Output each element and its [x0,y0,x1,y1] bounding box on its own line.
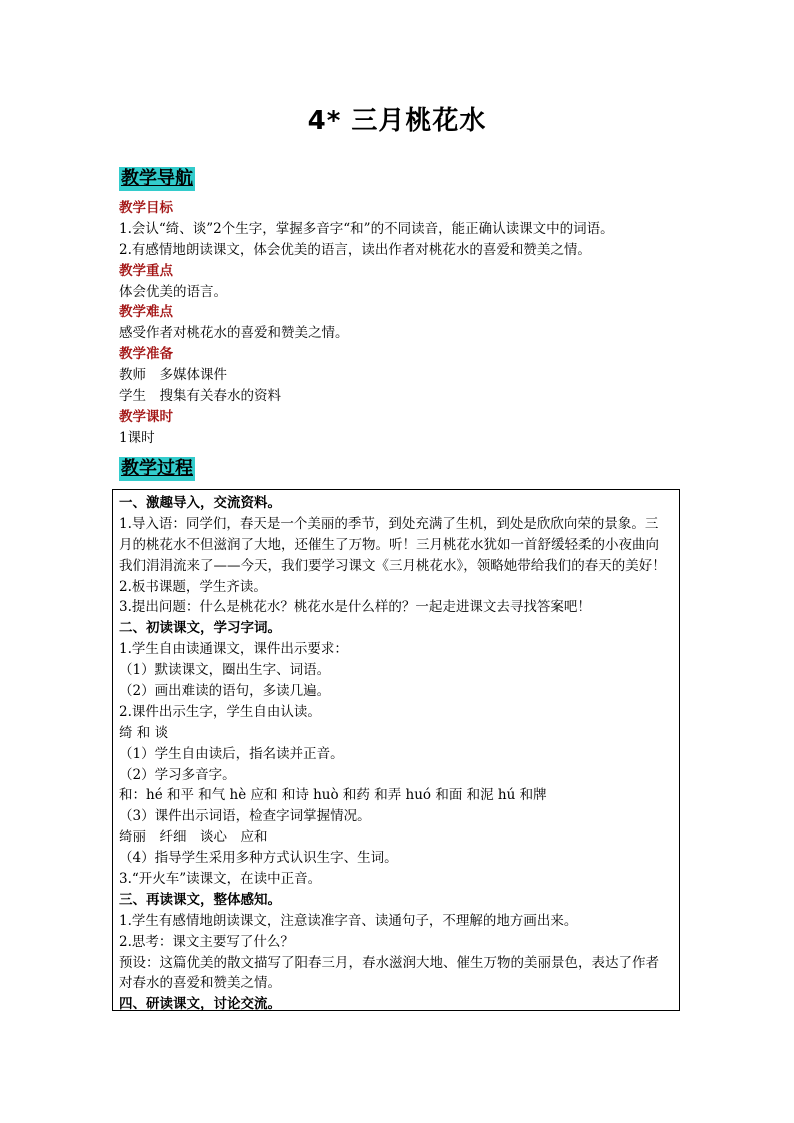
text-line: 1.学生有感情地朗读课文，注意读准字音、读通句子，不理解的地方画出来。 [119,912,578,929]
text-line: 感受作者对桃花水的喜爱和赞美之情。 [119,325,349,342]
section-heading: 二、初读课文，学习字词。 [119,620,281,637]
text-line: （1）默读课文，圈出生字、词语。 [119,662,331,679]
text-line: 2.板书课题，学生齐读。 [119,578,267,595]
page-title: 4* 三月桃花水 [307,106,487,136]
text-line: 2.思考：课文主要写了什么？ [119,933,294,950]
text-line: 学生 搜集有关春水的资料 [119,388,281,405]
text-line: 1课时 [119,429,155,446]
section-heading: 三、再读课文，整体感知。 [119,891,281,908]
text-line: 和：hé 和平 和气 hè 应和 和诗 huò 和药 和弄 huó 和面 和泥 hú 和牌 [119,787,547,804]
text-line: 绮 和 谈 [119,724,169,741]
teaching-process-box [112,489,680,1011]
text-line: （4）指导学生采用多种方式认识生字、生词。 [119,850,398,867]
text-line: 对春水的喜爱和赞美之情。 [119,975,281,992]
text-line: （2）画出难读的语句，多读几遍。 [119,683,331,700]
section-heading: 四、研读课文，讨论交流。 [119,996,281,1013]
text-line: 预设：这篇优美的散文描写了阳春三月，春水滋润大地、催生万物的美丽景色，表达了作者 [119,954,659,971]
text-line: 月的桃花水不但滋润了大地，还催生了万物。听！三月桃花水犹如一首舒缓轻柔的小夜曲向 [119,536,659,553]
subsection-heading: 教学课时 [119,408,173,425]
text-line: 2.有感情地朗读课文，体会优美的语言，读出作者对桃花水的喜爱和赞美之情。 [119,241,591,258]
text-line: 3.“开火车”读课文，在读中正音。 [119,871,322,888]
text-line: 我们涓涓流来了——今天，我们要学习课文《三月桃花水》，领略她带给我们的春天的美好！ [119,557,666,574]
teaching-guide-section [119,198,719,449]
text-line: 绮丽 纤细 谈心 应和 [119,829,268,846]
subsection-heading: 教学难点 [119,304,173,321]
text-line: 2.课件出示生字，学生自由认读。 [119,703,321,720]
text-line: 教师 多媒体课件 [119,367,227,384]
text-line: 1.导入语：同学们，春天是一个美丽的季节，到处充满了生机，到处是欣欣向荣的景象。三 [119,515,659,532]
text-line: 体会优美的语言。 [119,283,227,300]
text-line: （3）课件出示词语，检查字词掌握情况。 [119,808,371,825]
text-line: （1）学生自由读后，指名读并正音。 [119,745,344,762]
subsection-heading: 教学目标 [119,200,173,216]
section-heading: 一、激趣导入，交流资料。 [119,495,281,511]
text-line: 1.学生自由读通课文，课件出示要求： [119,641,348,658]
text-line: 1.会认“绮、谈”2个生字，掌握多音字“和”的不同读音，能正确认读课文中的词语。 [119,220,614,237]
subsection-heading: 教学重点 [119,262,173,279]
teaching-guide-heading: 教学导航 [121,168,193,189]
text-line: （2）学习多音字。 [119,766,236,783]
subsection-heading: 教学准备 [119,346,173,363]
teaching-process-heading: 教学过程 [121,458,193,479]
text-line: 3.提出问题：什么是桃花水？桃花水是什么样的？一起走进课文去寻找答案吧！ [119,599,591,616]
